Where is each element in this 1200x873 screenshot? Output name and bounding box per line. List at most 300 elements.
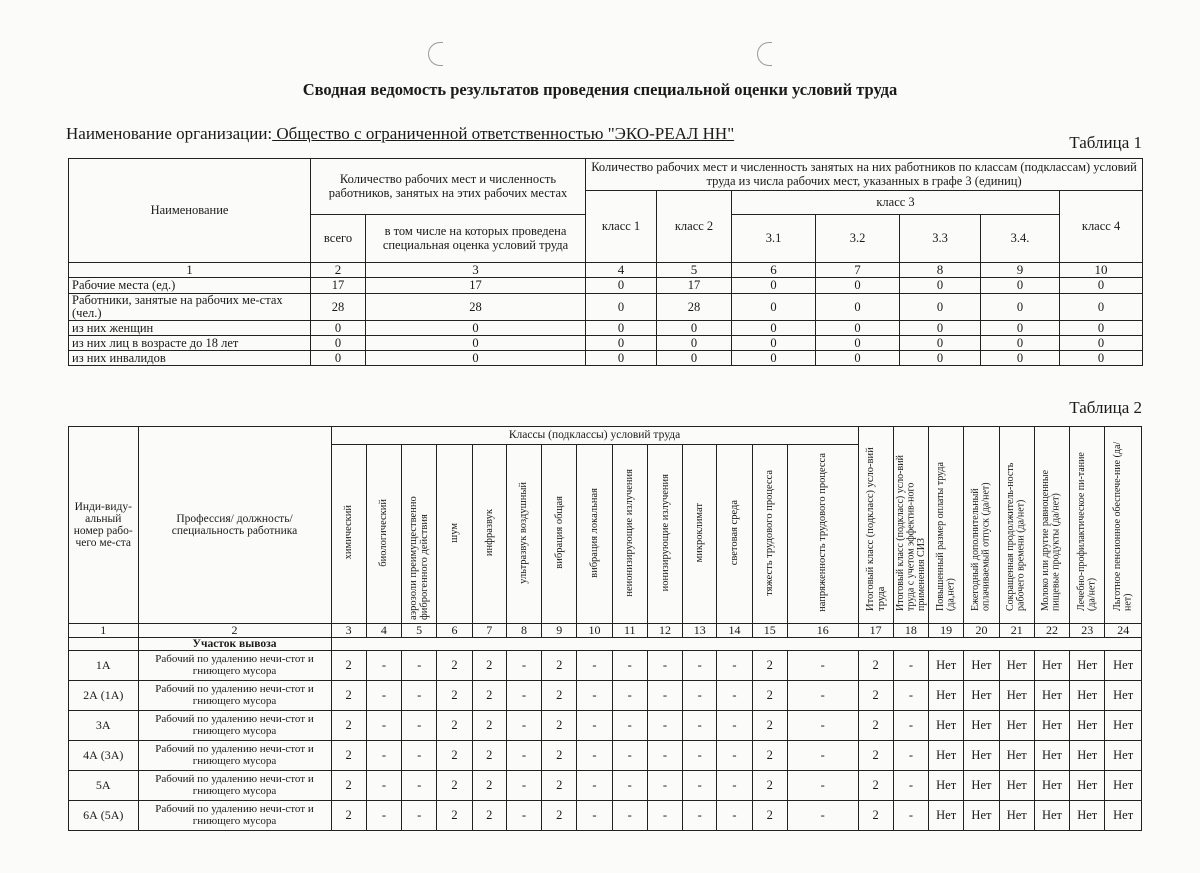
t2-cell: Нет xyxy=(1070,681,1105,711)
t2-cell: - xyxy=(647,771,682,801)
t1-cell: 0 xyxy=(732,351,816,366)
t2-cell: Нет xyxy=(1034,711,1069,741)
t1-cell: 0 xyxy=(900,351,981,366)
t1-header-name: Наименование xyxy=(69,159,311,263)
t2-cell: Нет xyxy=(999,801,1034,831)
t1-cell: 0 xyxy=(366,351,586,366)
t2-cell: - xyxy=(647,651,682,681)
t2-section-title: Участок вывоза xyxy=(138,638,331,651)
t1-cell: 0 xyxy=(586,278,657,294)
t2-factor-header xyxy=(366,445,401,624)
t1-header-class3: класс 3 xyxy=(732,191,1060,215)
t1-cell: 0 xyxy=(657,321,732,336)
t2-cell: - xyxy=(366,711,401,741)
t2-colnum: 9 xyxy=(542,624,577,638)
t2-cell: - xyxy=(683,771,717,801)
organization-value: Общество с ограниченной ответственностью "ЭКО-РЕАЛ НН" xyxy=(272,124,735,143)
t2-cell: 2 xyxy=(858,771,893,801)
t1-header-class2: класс 2 xyxy=(657,191,732,263)
t1-header-total: всего xyxy=(311,215,366,263)
t2-factor-label: тяжесть трудового процесса xyxy=(764,469,776,596)
t2-factor-header xyxy=(542,445,577,624)
t2-cell: - xyxy=(577,711,612,741)
t1-cell: 0 xyxy=(816,294,900,321)
t2-colnum: 21 xyxy=(999,624,1034,638)
t1-cell: 0 xyxy=(366,321,586,336)
t2-cell: Нет xyxy=(929,741,964,771)
t2-cell: Нет xyxy=(999,771,1034,801)
t1-cell: 17 xyxy=(366,278,586,294)
t2-cell: Нет xyxy=(964,801,999,831)
organization-line xyxy=(66,124,734,144)
t2-cell: - xyxy=(402,741,437,771)
t2-header-pension: Льготное пенсионное обеспече-ние (да/нет) xyxy=(1111,441,1134,611)
punch-hole-right xyxy=(757,42,772,66)
t2-cell: 2 xyxy=(437,801,472,831)
t1-row-label: из них женщин xyxy=(69,321,311,336)
t2-cell: Нет xyxy=(999,681,1034,711)
t2-colnum: 18 xyxy=(893,624,928,638)
t2-cell: - xyxy=(612,801,647,831)
t2-cell: - xyxy=(647,681,682,711)
t2-cell: 2 xyxy=(472,651,506,681)
t2-row-profession: Рабочий по удалению нечи-стот и гниющего мусора xyxy=(138,711,331,741)
summary-table-1 xyxy=(68,158,1143,366)
t1-cell: 0 xyxy=(981,336,1060,351)
table2-caption: Таблица 2 xyxy=(1069,398,1142,417)
t2-cell: - xyxy=(893,741,928,771)
t1-cell: 0 xyxy=(900,336,981,351)
t2-colnum: 15 xyxy=(752,624,787,638)
t2-cell: - xyxy=(402,651,437,681)
t2-header-classes-group: Классы (подклассы) условий труда xyxy=(331,427,858,445)
t2-cell: - xyxy=(402,711,437,741)
t2-factor-label: инфразвук xyxy=(483,508,495,557)
t2-cell: 2 xyxy=(858,681,893,711)
summary-table-2 xyxy=(68,426,1142,831)
t1-row-label: из них лиц в возрасте до 18 лет xyxy=(69,336,311,351)
t1-cell: 0 xyxy=(657,351,732,366)
t2-cell: 2 xyxy=(752,681,787,711)
t1-cell: 0 xyxy=(900,321,981,336)
t2-factor-label: ионизирующие излучения xyxy=(659,473,671,592)
t2-factor-label: световая среда xyxy=(729,499,740,566)
t1-cell: 0 xyxy=(1060,336,1143,351)
t2-cell: - xyxy=(717,801,752,831)
t2-factor-header xyxy=(331,445,366,624)
t1-cell: 0 xyxy=(816,336,900,351)
t2-cell: - xyxy=(577,681,612,711)
t2-cell: - xyxy=(717,741,752,771)
t2-colnum: 24 xyxy=(1105,624,1142,638)
t2-colnum: 4 xyxy=(366,624,401,638)
t2-column-numbers xyxy=(69,624,1142,638)
t2-cell: Нет xyxy=(929,801,964,831)
t1-header-c33: 3.3 xyxy=(900,215,981,263)
t1-row-label: из них инвалидов xyxy=(69,351,311,366)
t2-cell: - xyxy=(506,741,541,771)
t2-cell: - xyxy=(647,801,682,831)
t2-header-final-class: Итоговый класс (подкласс) усло-вий труда xyxy=(864,447,887,611)
t1-cell: 0 xyxy=(1060,294,1143,321)
t1-cell: 28 xyxy=(366,294,586,321)
t2-cell: Нет xyxy=(1105,801,1142,831)
t2-cell: Нет xyxy=(964,741,999,771)
t2-cell: - xyxy=(612,741,647,771)
t2-cell: 2 xyxy=(542,801,577,831)
t2-cell: - xyxy=(787,681,858,711)
t2-row-id: 4А (3А) xyxy=(69,741,139,771)
t2-cell: - xyxy=(506,651,541,681)
t2-cell: 2 xyxy=(331,711,366,741)
t1-cell: 28 xyxy=(311,294,366,321)
t2-cell: - xyxy=(893,681,928,711)
t1-header-class1: класс 1 xyxy=(586,191,657,263)
t2-colnum: 8 xyxy=(506,624,541,638)
t2-cell: - xyxy=(402,681,437,711)
t2-cell: 2 xyxy=(542,771,577,801)
t2-factor-header xyxy=(437,445,472,624)
t2-header-reduced-hours: Сокращенная продолжитель-ность рабочего времени (да/нет) xyxy=(1005,462,1027,611)
t1-row xyxy=(69,351,1143,366)
t2-cell: - xyxy=(683,801,717,831)
t2-colnum: 11 xyxy=(612,624,647,638)
t2-colnum: 6 xyxy=(437,624,472,638)
t2-cell: 2 xyxy=(331,651,366,681)
t2-cell: - xyxy=(506,681,541,711)
t1-cell: 0 xyxy=(816,351,900,366)
t2-cell: Нет xyxy=(1034,681,1069,711)
t2-cell: Нет xyxy=(1105,741,1142,771)
t2-cell: - xyxy=(893,651,928,681)
t2-cell: - xyxy=(402,801,437,831)
t2-cell: - xyxy=(787,801,858,831)
t1-colnum: 4 xyxy=(586,263,657,278)
t2-cell: 2 xyxy=(542,651,577,681)
t2-cell: - xyxy=(577,651,612,681)
t2-cell: 2 xyxy=(331,741,366,771)
t2-cell: 2 xyxy=(542,711,577,741)
t2-colnum: 20 xyxy=(964,624,999,638)
t2-cell: - xyxy=(683,651,717,681)
t2-cell: 2 xyxy=(472,801,506,831)
t2-cell: - xyxy=(893,771,928,801)
t2-factor-label: биологический xyxy=(378,498,390,567)
t2-cell: - xyxy=(366,741,401,771)
t2-colnum: 12 xyxy=(647,624,682,638)
t2-cell: - xyxy=(717,651,752,681)
t1-header-classes-group: Количество рабочих мест и численность занятых на них работников по классам (подклассам) условий труда из числа рабочих мест, указанных в графе 3 (единиц) xyxy=(586,159,1143,191)
t2-cell: 2 xyxy=(437,651,472,681)
t2-row-id: 6А (5А) xyxy=(69,801,139,831)
t1-header-assessed: в том числе на которых проведена специальная оценка условий труда xyxy=(366,215,586,263)
t1-row xyxy=(69,278,1143,294)
t2-cell: - xyxy=(717,771,752,801)
t2-cell: 2 xyxy=(437,771,472,801)
t1-header-c31: 3.1 xyxy=(732,215,816,263)
t2-cell: 2 xyxy=(331,681,366,711)
t1-row-label: Рабочие места (ед.) xyxy=(69,278,311,294)
t1-cell: 28 xyxy=(657,294,732,321)
t2-factor-header xyxy=(717,445,752,624)
t1-cell: 0 xyxy=(732,321,816,336)
t2-cell: - xyxy=(893,711,928,741)
t2-row xyxy=(69,711,1142,741)
t2-cell: 2 xyxy=(752,711,787,741)
t2-header-id: Инди-виду-альный номер рабо-чего ме-ста xyxy=(69,427,139,624)
t2-cell: - xyxy=(612,681,647,711)
t2-header-increased-pay: Повышенный размер оплаты труда (да,нет) xyxy=(934,462,957,611)
t2-cell: 2 xyxy=(437,681,472,711)
table1-caption: Таблица 1 xyxy=(1069,133,1142,152)
t2-cell: - xyxy=(366,651,401,681)
t2-cell: 2 xyxy=(331,771,366,801)
t2-cell: - xyxy=(612,771,647,801)
t2-cell: Нет xyxy=(1070,741,1105,771)
t2-factor-label: вибрация общая xyxy=(553,496,565,569)
t1-cell: 0 xyxy=(311,321,366,336)
t2-row-id: 1А xyxy=(69,651,139,681)
t2-cell: - xyxy=(787,771,858,801)
t2-cell: 2 xyxy=(472,741,506,771)
t2-cell: 2 xyxy=(542,681,577,711)
t1-cell: 0 xyxy=(311,336,366,351)
t2-cell: - xyxy=(717,681,752,711)
t2-cell: 2 xyxy=(752,801,787,831)
t2-factor-label: ультразвук воздушный xyxy=(518,481,530,584)
t2-cell: Нет xyxy=(1034,801,1069,831)
t2-colnum: 10 xyxy=(577,624,612,638)
t2-cell: Нет xyxy=(1105,651,1142,681)
t2-cell: - xyxy=(717,711,752,741)
t2-row-profession: Рабочий по удалению нечи-стот и гниющего мусора xyxy=(138,741,331,771)
t2-factor-label: микроклимат xyxy=(694,502,706,563)
t1-cell: 0 xyxy=(981,278,1060,294)
t2-cell: - xyxy=(787,651,858,681)
t2-cell: Нет xyxy=(1070,711,1105,741)
t2-cell: 2 xyxy=(858,651,893,681)
t2-cell: - xyxy=(506,711,541,741)
t1-colnum: 8 xyxy=(900,263,981,278)
t1-cell: 0 xyxy=(732,336,816,351)
t2-cell: Нет xyxy=(929,651,964,681)
t1-cell: 0 xyxy=(981,294,1060,321)
t2-cell: Нет xyxy=(1070,771,1105,801)
t2-row-profession: Рабочий по удалению нечи-стот и гниющего мусора xyxy=(138,771,331,801)
t2-factor-header xyxy=(612,445,647,624)
t2-header-therapeutic-food: Лечебно-профилактическое пи-тание (да/нет) xyxy=(1075,452,1098,611)
t1-cell: 0 xyxy=(900,278,981,294)
t1-cell: 0 xyxy=(366,336,586,351)
t2-cell: 2 xyxy=(437,741,472,771)
t1-cell: 0 xyxy=(816,321,900,336)
t2-colnum: 14 xyxy=(717,624,752,638)
document-title: Сводная ведомость результатов проведения специальной оценки условий труда xyxy=(302,80,898,99)
t2-cell: - xyxy=(683,711,717,741)
t2-factor-header xyxy=(787,445,858,624)
t2-cell: - xyxy=(893,801,928,831)
t2-row-id: 2А (1А) xyxy=(69,681,139,711)
t2-colnum: 22 xyxy=(1034,624,1069,638)
t2-cell: - xyxy=(506,801,541,831)
t2-colnum: 16 xyxy=(787,624,858,638)
t2-cell: - xyxy=(612,651,647,681)
t2-cell: Нет xyxy=(964,681,999,711)
t2-factor-header xyxy=(683,445,717,624)
t2-cell: 2 xyxy=(858,711,893,741)
t2-cell: - xyxy=(366,771,401,801)
t2-cell: - xyxy=(683,741,717,771)
t1-cell: 17 xyxy=(657,278,732,294)
t2-cell: 2 xyxy=(472,681,506,711)
t2-factor-label: напряженность трудового процесса xyxy=(817,453,829,612)
t2-header-profession: Профессия/ должность/ специальность работника xyxy=(138,427,331,624)
t2-colnum: 13 xyxy=(683,624,717,638)
t2-cell: - xyxy=(787,741,858,771)
t2-cell: 2 xyxy=(472,771,506,801)
t1-colnum: 10 xyxy=(1060,263,1143,278)
t2-colnum: 19 xyxy=(929,624,964,638)
t1-cell: 0 xyxy=(981,351,1060,366)
t2-cell: Нет xyxy=(1034,651,1069,681)
t2-colnum: 5 xyxy=(402,624,437,638)
t2-cell: 2 xyxy=(752,651,787,681)
t2-cell: Нет xyxy=(929,681,964,711)
t2-colnum: 7 xyxy=(472,624,506,638)
t2-cell: - xyxy=(787,711,858,741)
t1-cell: 0 xyxy=(586,336,657,351)
t2-cell: 2 xyxy=(752,741,787,771)
t2-factor-header xyxy=(506,445,541,624)
t2-colnum: 23 xyxy=(1070,624,1105,638)
t2-factor-label: аэрозоли преимущественно фиброгенного действия xyxy=(408,496,431,620)
t2-factor-header xyxy=(577,445,612,624)
t1-cell: 0 xyxy=(732,278,816,294)
t2-colnum: 2 xyxy=(138,624,331,638)
t1-cell: 0 xyxy=(657,336,732,351)
t2-cell: - xyxy=(683,681,717,711)
t2-cell: Нет xyxy=(1105,681,1142,711)
punch-hole-left xyxy=(428,42,443,66)
t2-row xyxy=(69,801,1142,831)
t2-cell: - xyxy=(366,801,401,831)
t1-row xyxy=(69,321,1143,336)
t1-cell: 0 xyxy=(311,351,366,366)
t2-cell: - xyxy=(577,801,612,831)
t1-colnum: 9 xyxy=(981,263,1060,278)
t2-header-extra-leave: Ежегодный дополнительный оплачиваемый отпуск (да/нет) xyxy=(969,482,992,611)
t2-row-profession: Рабочий по удалению нечи-стот и гниющего мусора xyxy=(138,801,331,831)
t1-row-label: Работники, занятые на рабочих ме-стах (чел.) xyxy=(69,294,311,321)
t2-cell: Нет xyxy=(999,651,1034,681)
t2-cell: Нет xyxy=(1034,771,1069,801)
t2-row xyxy=(69,651,1142,681)
t2-cell: Нет xyxy=(1070,651,1105,681)
t2-cell: - xyxy=(577,741,612,771)
t1-cell: 0 xyxy=(586,351,657,366)
t1-colnum: 3 xyxy=(366,263,586,278)
t2-cell: - xyxy=(577,771,612,801)
t2-cell: Нет xyxy=(929,771,964,801)
t2-cell: Нет xyxy=(964,711,999,741)
t1-cell: 0 xyxy=(586,294,657,321)
t2-row xyxy=(69,771,1142,801)
t2-row xyxy=(69,741,1142,771)
t1-header-c34: 3.4. xyxy=(981,215,1060,263)
t2-header-milk: Молоко или другие равноценные пищевые продукты (да/нет) xyxy=(1040,469,1062,611)
t2-colnum: 17 xyxy=(858,624,893,638)
t2-factor-header xyxy=(472,445,506,624)
t2-cell: 2 xyxy=(472,711,506,741)
t2-cell: 2 xyxy=(437,711,472,741)
t1-cell: 17 xyxy=(311,278,366,294)
t1-row xyxy=(69,336,1143,351)
t1-cell: 0 xyxy=(816,278,900,294)
t2-header-final-class-siz: Итоговый класс (подкласс) усло-вий труда с учетом эффектив-ного применения СИЗ xyxy=(894,455,927,611)
organization-label: Наименование организации: xyxy=(66,124,273,143)
t2-cell: Нет xyxy=(1105,711,1142,741)
t1-colnum: 1 xyxy=(69,263,311,278)
t2-factor-label: вибрация локальная xyxy=(588,487,600,578)
t2-cell: Нет xyxy=(964,771,999,801)
t1-row xyxy=(69,294,1143,321)
t2-row-id: 3А xyxy=(69,711,139,741)
t1-cell: 0 xyxy=(732,294,816,321)
t2-row-id: 5А xyxy=(69,771,139,801)
t2-colnum: 1 xyxy=(69,624,139,638)
t2-section-filler xyxy=(331,638,1141,651)
t2-factor-label: неионизирующие излучения xyxy=(624,468,636,597)
t2-row xyxy=(69,681,1142,711)
t2-row-profession: Рабочий по удалению нечи-стот и гниющего мусора xyxy=(138,651,331,681)
t1-header-class4: класс 4 xyxy=(1060,191,1143,263)
t2-factor-header xyxy=(752,445,787,624)
t2-cell: 2 xyxy=(331,801,366,831)
t2-factor-header xyxy=(402,445,437,624)
t2-cell: Нет xyxy=(999,741,1034,771)
t2-cell: - xyxy=(366,681,401,711)
t1-cell: 0 xyxy=(586,321,657,336)
t2-colnum: 3 xyxy=(331,624,366,638)
t1-column-numbers xyxy=(69,263,1143,278)
t1-cell: 0 xyxy=(1060,278,1143,294)
t1-cell: 0 xyxy=(1060,351,1143,366)
t1-cell: 0 xyxy=(981,321,1060,336)
t2-cell: Нет xyxy=(1105,771,1142,801)
t2-cell: 2 xyxy=(542,741,577,771)
t2-cell: 2 xyxy=(858,801,893,831)
t2-cell: Нет xyxy=(1070,801,1105,831)
t2-section-blank xyxy=(69,638,139,651)
t1-header-count-group: Количество рабочих мест и численность работников, занятых на этих рабочих местах xyxy=(311,159,586,215)
t1-colnum: 7 xyxy=(816,263,900,278)
t2-cell: - xyxy=(612,711,647,741)
t2-cell: - xyxy=(506,771,541,801)
t2-factor-label: шум xyxy=(448,522,460,543)
t1-colnum: 5 xyxy=(657,263,732,278)
t2-cell: - xyxy=(402,771,437,801)
t2-cell: Нет xyxy=(929,711,964,741)
t2-cell: Нет xyxy=(1034,741,1069,771)
t2-cell: - xyxy=(647,741,682,771)
t1-colnum: 6 xyxy=(732,263,816,278)
t2-row-profession: Рабочий по удалению нечи-стот и гниющего мусора xyxy=(138,681,331,711)
t1-cell: 0 xyxy=(1060,321,1143,336)
t2-factor-label: химический xyxy=(343,505,355,560)
t1-header-c32: 3.2 xyxy=(816,215,900,263)
t1-cell: 0 xyxy=(900,294,981,321)
t2-cell: - xyxy=(647,711,682,741)
